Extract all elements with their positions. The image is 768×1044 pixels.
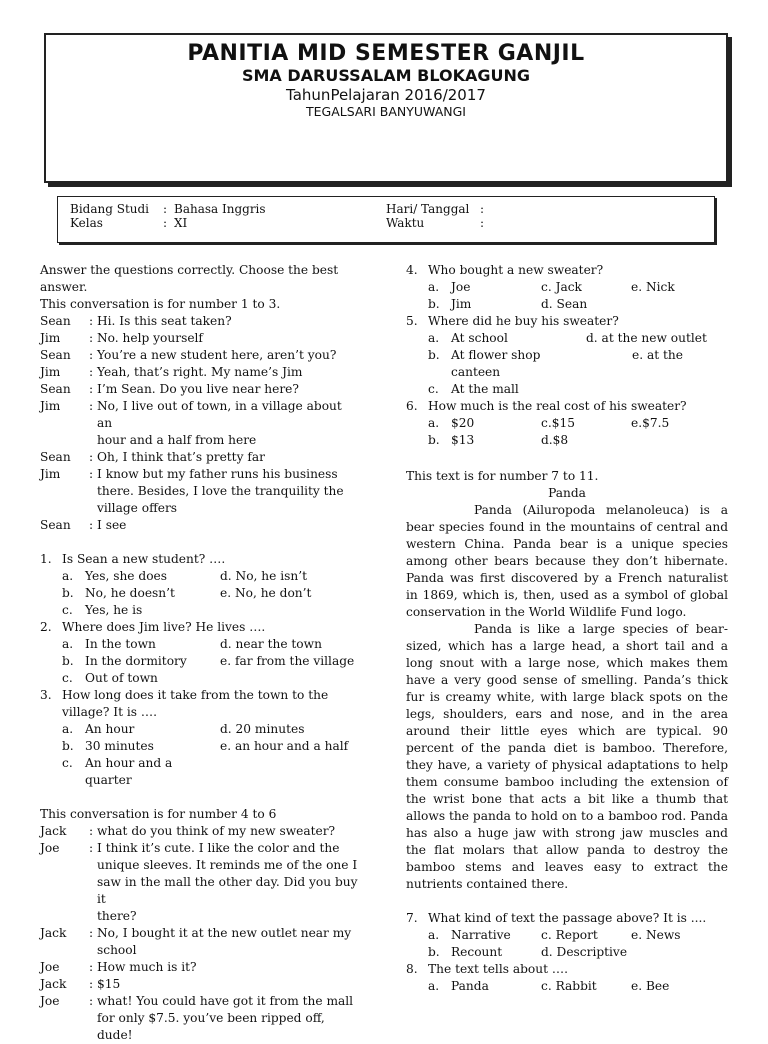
dialogue-line	[40, 500, 358, 517]
question-text: Where does Jim live? He lives ….	[62, 620, 266, 634]
question-8	[406, 961, 728, 995]
text-intro: This text is for number 7 to 11.	[406, 469, 599, 483]
option-row	[406, 415, 728, 432]
option: Out of town	[85, 671, 158, 685]
exam-header	[44, 33, 728, 183]
utterance: I think it’s cute. I like the color and the	[97, 841, 340, 855]
question-1	[40, 551, 358, 619]
exam-info-box	[57, 196, 715, 243]
dialogue-line	[40, 347, 358, 364]
dialogue-line	[40, 942, 358, 959]
question-number: 4.	[406, 263, 418, 277]
utterance: what! You could have got it from the mall	[97, 994, 354, 1008]
option-row	[406, 279, 728, 296]
speaker: Sean	[40, 314, 71, 328]
question-text: Who bought a new sweater?	[428, 263, 604, 277]
conversation-2-intro: This conversation is for number 4 to 6	[40, 807, 277, 821]
colon: :	[89, 977, 94, 991]
option: Recount	[451, 945, 503, 959]
option: In the town	[85, 637, 156, 651]
option: d.$8	[541, 433, 569, 447]
speaker: Jim	[40, 399, 61, 413]
dialogue-line	[40, 823, 358, 840]
speaker	[40, 1010, 89, 1044]
utterance: saw in the mall the other day. Did you buy it	[97, 875, 358, 906]
option: d. No, he isn’t	[220, 569, 308, 583]
dialogue-line	[40, 517, 358, 534]
speaker: Sean	[40, 348, 71, 362]
dialogue-line	[40, 976, 358, 993]
dialogue-line	[40, 381, 358, 398]
speaker	[40, 942, 89, 959]
colon	[89, 1010, 97, 1044]
question-text: How much is the real cost of his sweater?	[428, 399, 687, 413]
utterance: $15	[97, 977, 121, 991]
question-text: How long does it take from the town to the	[62, 688, 329, 702]
question-6	[406, 398, 728, 449]
utterance: Yeah, that’s right. My name’s Jim	[97, 365, 303, 379]
option: b.	[62, 739, 74, 753]
question-5: 5. Where did he buy his sweater? a. At school d. at the new outlet b. At flower shop e. at the canteen c. At the mall	[406, 314, 707, 396]
colon: :	[163, 202, 168, 216]
option: a.	[428, 280, 440, 294]
dialogue-line	[40, 925, 358, 942]
colon: :	[89, 467, 94, 481]
utterance: hour and a half from here	[97, 433, 257, 447]
dialogue-line	[40, 1010, 358, 1044]
speaker	[40, 432, 89, 449]
option: a.	[62, 637, 74, 651]
question-number: 8.	[406, 962, 418, 976]
colon: :	[89, 994, 94, 1008]
dialogue-line	[40, 313, 358, 330]
conversation-1-intro: This conversation is for number 1 to 3.	[40, 297, 281, 311]
dialogue-line	[40, 874, 358, 908]
option: a.	[428, 979, 440, 993]
colon	[89, 483, 97, 500]
utterance: there?	[97, 909, 137, 923]
speaker: Joe	[40, 960, 60, 974]
option-row	[40, 755, 358, 789]
dialogue-line	[40, 398, 358, 432]
option-row	[406, 944, 728, 961]
class-value: XI	[174, 216, 188, 230]
colon: :	[89, 314, 94, 328]
option: a.	[62, 722, 74, 736]
option: e.$7.5	[631, 416, 670, 430]
option-row	[406, 927, 728, 944]
speaker: Jim	[40, 331, 61, 345]
colon: :	[89, 518, 94, 532]
option: Joe	[451, 280, 471, 294]
subject-value: Bahasa Inggris	[174, 202, 266, 216]
question-7	[406, 910, 728, 961]
utterance: unique sleeves. It reminds me of the one I	[97, 858, 358, 872]
question-number: 6.	[406, 399, 418, 413]
time-label: Waktu	[386, 216, 425, 230]
speaker: Sean	[40, 382, 71, 396]
option: b.	[428, 945, 440, 959]
colon	[89, 874, 97, 908]
dialogue-line	[40, 857, 358, 874]
option: No, he doesn’t	[85, 586, 175, 600]
option: Yes, she does	[85, 569, 167, 583]
question-number: 5.	[406, 314, 418, 328]
option: Panda	[451, 979, 489, 993]
option-row	[40, 653, 358, 670]
option: e. No, he don’t	[220, 586, 312, 600]
utterance: I see	[97, 518, 127, 532]
utterance: No, I bought it at the new outlet near my	[97, 926, 352, 940]
option: c.	[62, 756, 73, 770]
speaker: Jim	[40, 467, 61, 481]
option: d. Descriptive	[541, 945, 628, 959]
colon: :	[89, 331, 94, 345]
speaker	[40, 908, 89, 925]
option-row	[40, 738, 358, 755]
option: $20	[451, 416, 475, 430]
header-year: TahunPelajaran 2016/2017	[286, 86, 486, 104]
colon: :	[89, 841, 94, 855]
option: e. News	[631, 928, 681, 942]
header-school: SMA DARUSSALAM BLOKAGUNG	[241, 66, 530, 85]
speaker: Jack	[40, 977, 67, 991]
utterance: You’re a new student here, aren’t you?	[97, 348, 337, 362]
colon: :	[89, 382, 94, 396]
option: c. Report	[541, 928, 598, 942]
speaker: Sean	[40, 518, 71, 532]
passage-title: Panda	[548, 486, 586, 500]
dialogue-line	[40, 993, 358, 1010]
question-3	[40, 687, 358, 789]
speaker	[40, 500, 89, 517]
conversation-1	[40, 313, 358, 534]
speaker: Jim	[40, 365, 61, 379]
speaker: Joe	[40, 841, 60, 855]
option: a.	[428, 928, 440, 942]
question-text: What kind of text the passage above? It is ....	[428, 911, 707, 925]
question-number: 1.	[40, 552, 52, 566]
instruction-line-1: Answer the questions correctly. Choose the best	[40, 263, 339, 277]
utterance: I’m Sean. Do you live near here?	[97, 382, 299, 396]
conversation-2	[40, 823, 358, 1044]
colon: :	[480, 202, 485, 216]
speaker: Sean	[40, 450, 71, 464]
utterance: I know but my father runs his business	[97, 467, 338, 481]
option: b.	[428, 433, 440, 447]
colon	[89, 942, 97, 959]
utterance: school	[97, 943, 137, 957]
option: An hour and a quarter	[85, 756, 173, 787]
dialogue-line	[40, 959, 358, 976]
utterance: for only $7.5. you’ve been ripped off, dude!	[97, 1011, 325, 1042]
option-a: At school	[451, 331, 508, 345]
option: a.	[428, 416, 440, 430]
utterance: there. Besides, I love the tranquility the	[97, 484, 344, 498]
utterance: No, I live out of town, in a village about an	[97, 399, 342, 430]
colon: :	[89, 926, 94, 940]
colon: :	[89, 348, 94, 362]
dialogue-line	[40, 908, 358, 925]
option: c.	[62, 671, 73, 685]
header-location: TEGALSARI BANYUWANGI	[305, 104, 466, 119]
option: d. near the town	[220, 637, 322, 651]
utterance: village offers	[97, 501, 178, 515]
option: d. Sean	[541, 297, 588, 311]
colon: :	[89, 960, 94, 974]
colon	[89, 500, 97, 517]
dialogue-line	[40, 330, 358, 347]
option: e. far from the village	[220, 654, 355, 668]
question-number: 2.	[40, 620, 52, 634]
question-text: Where did he buy his sweater?	[428, 314, 619, 328]
colon: :	[89, 450, 94, 464]
speaker	[40, 857, 89, 874]
colon	[89, 857, 97, 874]
date-label: Hari/ Tanggal	[386, 202, 470, 216]
dialogue-line	[40, 449, 358, 466]
option: c.	[62, 603, 73, 617]
option: Jim	[451, 297, 472, 311]
question-text: Is Sean a new student? ….	[62, 552, 226, 566]
question-number: 7.	[406, 911, 418, 925]
dialogue-line	[40, 364, 358, 381]
colon: :	[89, 824, 94, 838]
colon	[89, 908, 97, 925]
option-row	[40, 670, 358, 687]
colon: :	[89, 365, 94, 379]
option: e. Bee	[631, 979, 670, 993]
option: c. Rabbit	[541, 979, 597, 993]
option-row	[40, 568, 358, 585]
option-d: d. at the new outlet	[586, 331, 707, 345]
option: b.	[62, 586, 74, 600]
option-row	[40, 636, 358, 653]
dialogue-line	[40, 432, 358, 449]
speaker: Joe	[40, 994, 60, 1008]
dialogue-line	[40, 466, 358, 483]
right-column	[406, 262, 728, 995]
option-row	[40, 721, 358, 738]
speaker	[40, 483, 89, 500]
dialogue-line	[40, 840, 358, 857]
passage-paragraph-2: Panda is like a large species of bear-sized, which has a large head, a short tail and a long snout with a large nose, which makes them have a very good sense of smelling. Panda’s thick fur is creamy white, with large black spots on the legs, shoulders, ears and nose, and in the area around their little eyes which are typical. 90 percent of the panda diet is bamboo. Therefore, they have, a variety of physical adaptations to help them consume bamboo including the extension of the wrist bone that acts a bit like a thumb that allows the panda to hold on to a bamboo rod. Panda has also a huge jaw with strong jaw muscles and the flat molars that allow panda to destroy the bamboo stems and leaves easy to extract the nutrients contained there.	[406, 622, 728, 891]
utterance: How much is it?	[97, 960, 197, 974]
subject-label: Bidang Studi	[70, 202, 150, 216]
option-row	[406, 978, 728, 995]
utterance: Hi. Is this seat taken?	[97, 314, 232, 328]
option-b-continued: canteen	[451, 365, 501, 379]
option-e: e. at the	[632, 348, 683, 362]
colon: :	[89, 399, 94, 413]
colon: :	[480, 216, 485, 230]
left-column	[40, 262, 358, 1044]
option: 30 minutes	[85, 739, 154, 753]
option: Narrative	[451, 928, 511, 942]
speaker: Jack	[40, 824, 67, 838]
option: In the dormitory	[85, 654, 187, 668]
passage-paragraph-1: Panda (Ailuropoda melanoleuca) is a bear species found in the mountains of central and western China. Panda bear is a unique species among other bears because they don’t hibernate. Panda was first discovered by a French naturalist in 1869, which is, then, used as a symbol of global conservation in the World Wildlife Fund logo.	[406, 503, 728, 619]
question-text: village? It is ….	[62, 705, 157, 719]
option: c. Jack	[541, 280, 582, 294]
speaker	[40, 874, 89, 908]
option: c.$15	[541, 416, 575, 430]
option: d. 20 minutes	[220, 722, 305, 736]
option: Yes, he is	[85, 603, 143, 617]
utterance: what do you think of my new sweater?	[97, 824, 336, 838]
option: e. an hour and a half	[220, 739, 349, 753]
utterance: No. help yourself	[97, 331, 203, 345]
speaker: Jack	[40, 926, 67, 940]
colon	[89, 432, 97, 449]
option-row	[406, 296, 728, 313]
option: b.	[62, 654, 74, 668]
option: a.	[62, 569, 74, 583]
option-b: At flower shop	[451, 348, 541, 362]
colon: :	[163, 216, 168, 230]
option-row	[40, 585, 358, 602]
header-committee: PANITIA MID SEMESTER GANJIL	[187, 41, 585, 66]
dialogue-line	[40, 483, 358, 500]
option: An hour	[85, 722, 135, 736]
question-number: 3.	[40, 688, 52, 702]
option-row	[406, 432, 728, 449]
option: b.	[428, 297, 440, 311]
option: e. Nick	[631, 280, 675, 294]
question-4	[406, 262, 728, 313]
class-label: Kelas	[70, 216, 103, 230]
instruction-line-2: answer.	[40, 280, 88, 294]
utterance: Oh, I think that’s pretty far	[97, 450, 265, 464]
question-2	[40, 619, 358, 687]
option-c: At the mall	[451, 382, 519, 396]
option-row	[40, 602, 358, 619]
question-text: The text tells about ….	[428, 962, 568, 976]
option: $13	[451, 433, 475, 447]
